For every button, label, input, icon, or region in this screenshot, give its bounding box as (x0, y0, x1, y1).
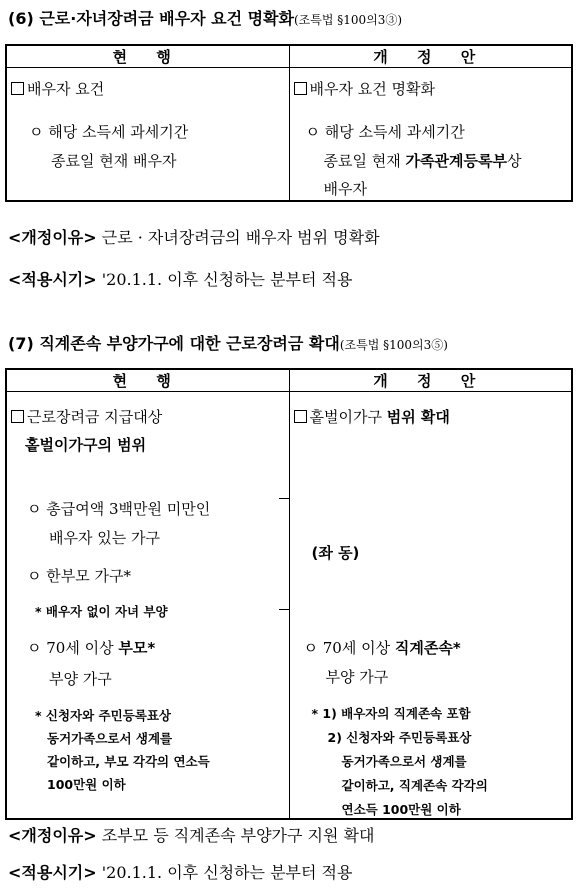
header-current: 현 행 (6, 45, 289, 68)
current-sub-line: 부양 가구 (49, 670, 112, 688)
current-sub-line: ㅇ 해당 소득세 과세기간 (29, 123, 189, 141)
section-6-title: (6) 근로·자녀장려금 배우자 요건 명확화(조특법 §100의3③) (8, 9, 403, 28)
section-6-table (5, 44, 573, 202)
current-sub-line: ㅇ 70세 이상 부모* (27, 639, 156, 657)
apply-note: <적용시기> '20.1.1. 이후 신청하는 분부터 적용 (8, 863, 353, 882)
header-current: 현 행 (6, 369, 289, 392)
revised-footnote: 동거가족으로서 생계를 (341, 754, 467, 769)
current-sub-line: ㅇ 한부모 가구* (27, 567, 131, 585)
checkbox-square-icon (11, 410, 24, 423)
current-sub-line: 배우자 있는 가구 (49, 529, 160, 547)
reason-note: <개정이유> 조부모 등 직계존속 부양가구 지원 확대 (8, 826, 375, 845)
current-sub-line: ㅇ 총급여액 3백만원 미만인 (27, 500, 211, 518)
revised-cell (289, 68, 572, 202)
revised-item: 배우자 요건 명확화 (294, 78, 435, 99)
header-revised: 개 정 안 (289, 45, 572, 68)
same-as-left-label: (좌 동) (311, 544, 360, 562)
revised-item: 홑벌이가구 범위 확대 (294, 406, 450, 427)
revised-sub-line: 부양 가구 (325, 668, 389, 686)
revised-sub-line: 배우자 (323, 180, 367, 198)
revised-sub-line: ㅇ 70세 이상 직계존속* (303, 639, 461, 657)
current-cell (6, 68, 289, 202)
section-7-title: (7) 직계존속 부양가구에 대한 근로장려금 확대(조특법 §100의3⑤) (8, 334, 448, 353)
current-footnote: 같이하고, 부모 각각의 연소득 (47, 754, 210, 769)
section-7-table (5, 368, 573, 820)
current-footnote: 동거가족으로서 생계를 (47, 731, 173, 746)
current-item-subtitle: 홑벌이가구의 범위 (25, 436, 147, 454)
checkbox-square-icon (294, 410, 307, 423)
header-revised: 개 정 안 (289, 369, 572, 392)
revised-footnote: * 1) 배우자의 직계존속 포함 (311, 706, 471, 721)
revised-cell (289, 392, 572, 820)
current-footnote: * 배우자 없이 자녀 부양 (35, 604, 168, 619)
reason-note: <개정이유> 근로 · 자녀장려금의 배우자 범위 명확화 (8, 228, 380, 247)
revised-footnote: 2) 신청자와 주민등록표상 (327, 730, 472, 745)
apply-note: <적용시기> '20.1.1. 이후 신청하는 분부터 적용 (8, 270, 353, 289)
current-item: 근로장려금 지급대상 (11, 406, 162, 427)
current-footnote: * 신청자와 주민등록표상 (35, 708, 171, 723)
checkbox-square-icon (294, 82, 307, 95)
revised-footnote: 연소득 100만원 이하 (341, 802, 461, 817)
current-sub-line: 종료일 현재 배우자 (51, 152, 177, 170)
revised-sub-line: 종료일 현재 가족관계등록부상 (323, 152, 522, 170)
revised-sub-line: ㅇ 해당 소득세 과세기간 (305, 123, 465, 141)
checkbox-square-icon (11, 82, 24, 95)
revised-footnote: 같이하고, 직계존속 각각의 (341, 778, 488, 793)
current-item: 배우자 요건 (11, 78, 104, 99)
current-cell (6, 392, 289, 820)
current-footnote: 100만원 이하 (47, 777, 126, 792)
